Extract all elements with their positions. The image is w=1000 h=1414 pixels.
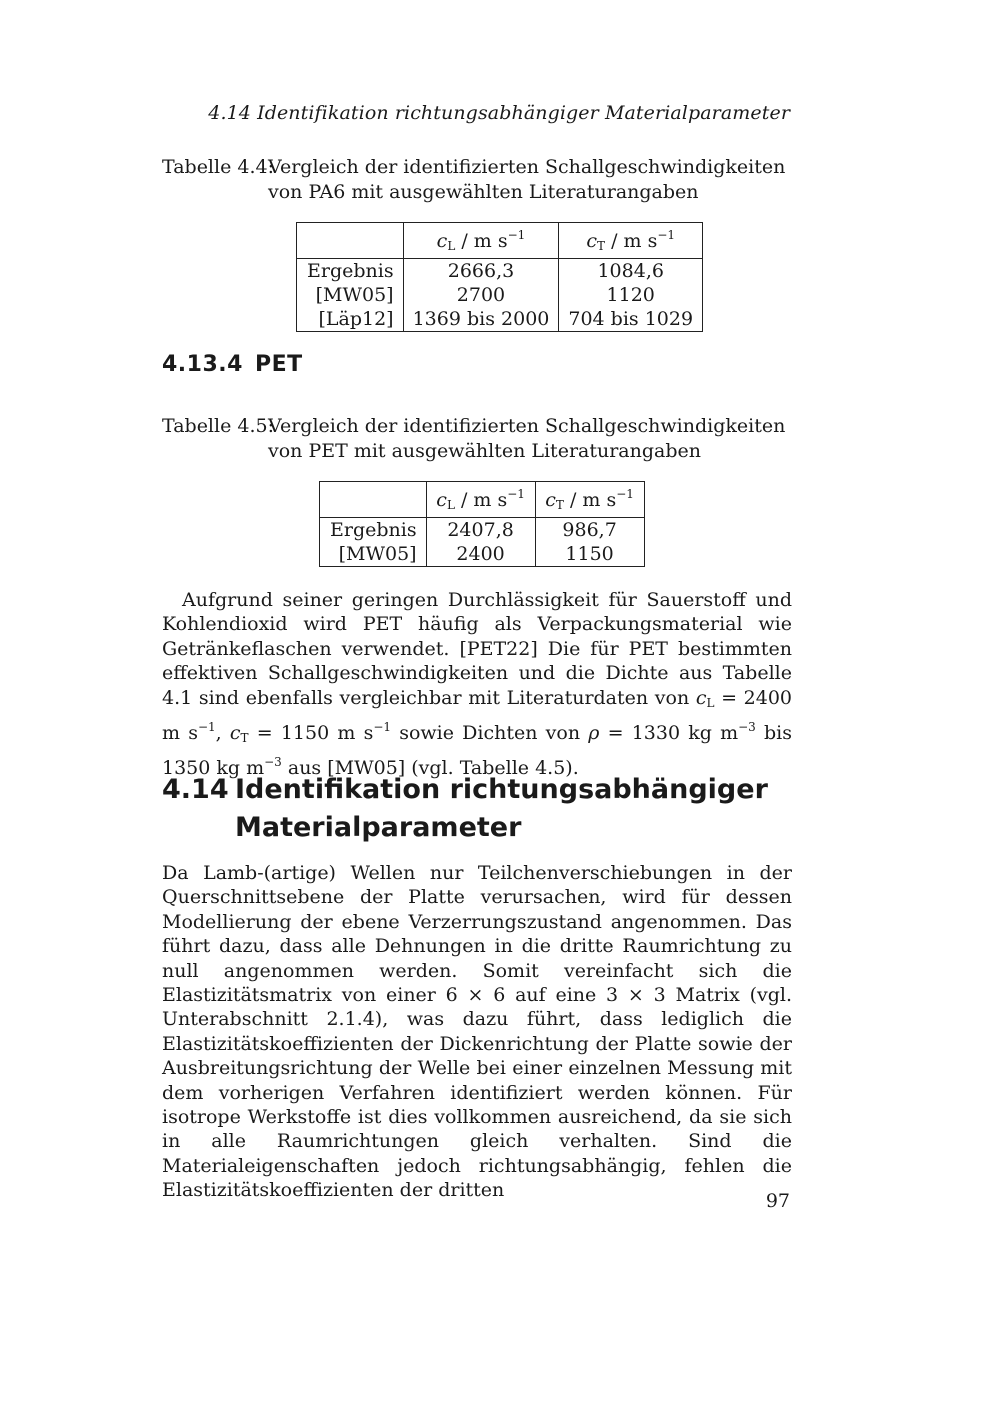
cell-cl: 1369 bis 2000 <box>403 307 559 332</box>
table-pet-velocities <box>319 481 645 567</box>
cell-ct: 704 bis 1029 <box>559 307 703 332</box>
table-caption-text: Vergleich der identifizierten Schallgeschwindigkeiten von PA6 mit ausgewählten Literaturangaben <box>268 156 786 203</box>
cell-cl: 2400 <box>426 542 535 567</box>
section-title: Identifikation richtungsabhängiger Materialparameter <box>235 774 768 843</box>
paragraph-body: Da Lamb-(artige) Wellen nur Teilchenverschiebungen in der Querschnittsebene der Platte verursachen, wird für dessen Modellierung der ebene Verzerrungszustand angenommen. Das führt dazu, dass alle Dehnungen in die dritte Raumrichtung zu null angenommen werden. Somit vereinfacht sich die Elastizitätsmatrix von einer 6 × 6 auf eine 3 × 3 Matrix (vgl. Unterabschnitt 2.1.4), was dazu führt, dass lediglich die Elastizitätskoeffizienten der Dickenrichtung der Platte sowie der Ausbreitungsrichtung der Welle bei einer einzelnen Messung mit dem vorherigen Verfahren identifiziert werden können. Für isotrope Werkstoffe ist dies vollkommen ausreichend, da sie sich in alle Raumrichtungen gleich verhalten. Sind die Materialeigenschaften jedoch richtungsabhängig, fehlen die Elastizitätskoeffizienten der dritten <box>162 862 792 1202</box>
symbol-c: c <box>586 230 598 252</box>
table-row <box>320 518 645 543</box>
row-label: Ergebnis <box>320 518 427 543</box>
text-run: sowie Dichten von <box>391 722 589 745</box>
table-header-empty <box>297 223 404 259</box>
value-text: = 1330 kg m <box>599 722 739 745</box>
table-header-row <box>320 482 645 518</box>
unit-text: / m s <box>605 230 658 252</box>
symbol-c: c <box>436 230 448 252</box>
page-number: 97 <box>765 1190 790 1212</box>
text-run: , <box>215 722 230 745</box>
row-label: Ergebnis <box>297 259 404 284</box>
table-header-cl <box>403 223 559 259</box>
table-row <box>297 259 703 284</box>
table-row <box>297 307 703 332</box>
cell-cl: 2700 <box>403 283 559 307</box>
paragraph-pet <box>162 588 792 781</box>
text-run: Aufgrund seiner geringen Durchlässigkeit für Sauerstoff und Kohlendioxid wird PET häufig als Verpackungsmaterial wie Getränkeflaschen verwendet. [PET22] Die für PET bestimmten effektiven Schallgeschwindigkeiten und die Dichte aus Tabelle 4.1 sind ebenfalls vergleichbar mit Literaturdaten von <box>162 589 792 709</box>
symbol-c: c <box>695 686 707 709</box>
row-label: [MW05] <box>297 283 404 307</box>
subscript-l: L <box>706 695 715 710</box>
cell-cl: 2407,8 <box>426 518 535 543</box>
section-number: 4.14 <box>162 774 229 805</box>
subsection-title: PET <box>254 352 303 377</box>
text-run: aus [MW05] (vgl. Tabelle 4.5). <box>281 757 579 780</box>
subsection-heading <box>162 352 303 377</box>
exponent: −3 <box>738 720 756 735</box>
cell-ct: 986,7 <box>535 518 644 543</box>
section-heading <box>162 771 792 847</box>
subscript-t: T <box>240 731 249 746</box>
symbol-c: c <box>229 722 241 745</box>
row-label: [Läp12] <box>297 307 404 332</box>
table-caption-4-5 <box>162 414 792 464</box>
unit-text: / m s <box>454 489 508 511</box>
value-text: = 1150 m s <box>248 722 374 745</box>
exponent: −1 <box>657 228 676 242</box>
subscript-l: L <box>447 239 456 253</box>
table-row <box>297 283 703 307</box>
value-text: = 2400 m s <box>162 686 793 745</box>
exponent: −3 <box>264 755 282 770</box>
table-header-row <box>297 223 703 259</box>
exponent: −1 <box>616 487 634 501</box>
symbol-rho: ρ <box>588 722 600 745</box>
cell-cl: 2666,3 <box>403 259 559 284</box>
running-head: 4.14 Identifikation richtungsabhängiger Materialparameter <box>208 102 790 124</box>
exponent: −1 <box>507 487 525 501</box>
exponent: −1 <box>373 720 392 735</box>
table-caption-4-4 <box>162 155 792 205</box>
cell-ct: 1084,6 <box>559 259 703 284</box>
unit-text: / m s <box>455 230 508 252</box>
subscript-t: T <box>555 498 564 512</box>
table-header-cl <box>426 482 535 518</box>
subsection-number: 4.13.4 <box>162 352 243 377</box>
subscript-l: L <box>446 498 455 512</box>
cell-ct: 1150 <box>535 542 644 567</box>
unit-text: / m s <box>563 489 617 511</box>
symbol-c: c <box>545 489 556 511</box>
table-header-empty <box>320 482 427 518</box>
subscript-t: T <box>597 239 606 253</box>
exponent: −1 <box>507 228 526 242</box>
table-caption-label: Tabelle 4.4: <box>162 156 274 178</box>
cell-ct: 1120 <box>559 283 703 307</box>
table-row <box>320 542 645 567</box>
exponent: −1 <box>197 720 216 735</box>
table-pa6-velocities <box>296 222 703 332</box>
table-header-ct <box>535 482 644 518</box>
symbol-c: c <box>436 489 447 511</box>
row-label: [MW05] <box>320 542 427 567</box>
table-header-ct <box>559 223 703 259</box>
table-caption-text: Vergleich der identifizierten Schallgeschwindigkeiten von PET mit ausgewählten Literaturangaben <box>268 415 786 462</box>
table-caption-label: Tabelle 4.5: <box>162 415 274 437</box>
text-run: bis 1350 kg m <box>162 722 792 780</box>
